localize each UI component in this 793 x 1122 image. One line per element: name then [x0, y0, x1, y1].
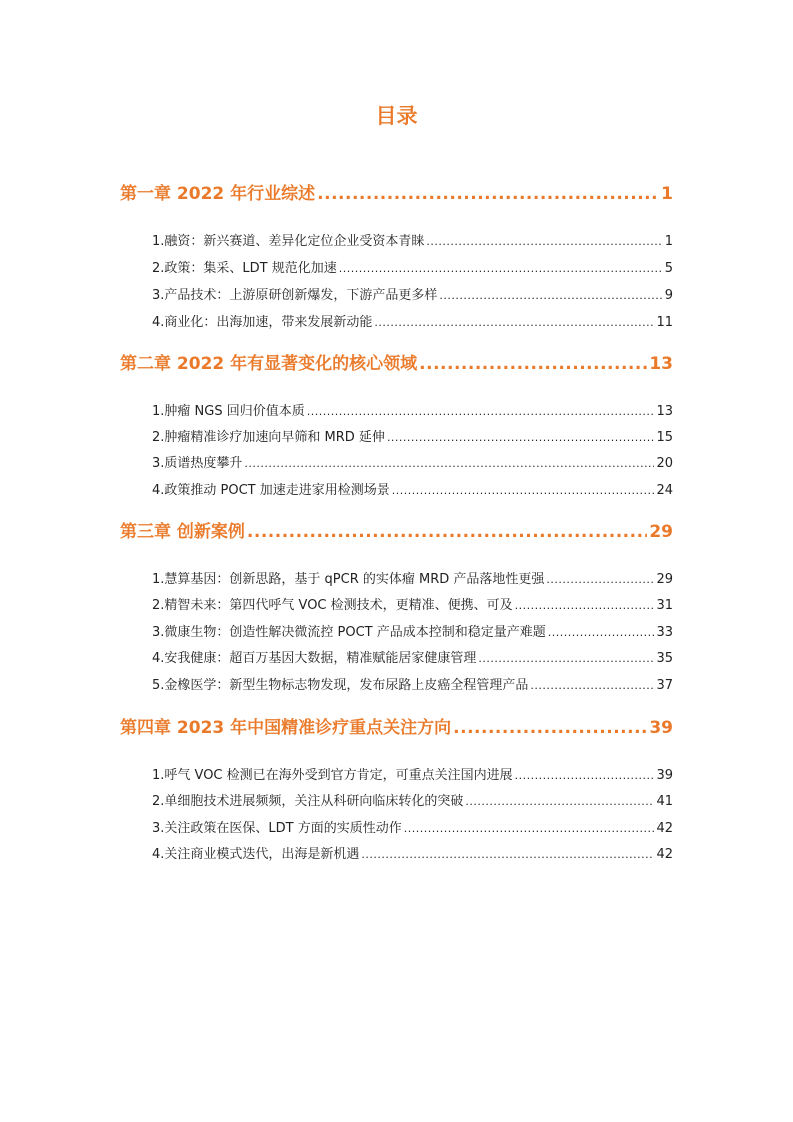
toc-section-1-2[interactable]	[152, 260, 673, 278]
section-label: 4.安我健康：超百万基因大数据，精准赋能居家健康管理	[152, 651, 477, 666]
dot-leader	[439, 287, 662, 305]
toc-chapter-3[interactable]	[120, 520, 673, 544]
section-label: 2.肿瘤精准诊疗加速向早筛和 MRD 延伸	[152, 430, 385, 445]
section-label: 2.单细胞技术进展频频，关注从科研向临床转化的突破	[152, 794, 464, 809]
section-page-number: 24	[656, 483, 673, 498]
toc-section-4-1[interactable]	[152, 767, 673, 785]
toc-section-2-1[interactable]	[152, 403, 673, 421]
chapter-page-number: 13	[649, 354, 673, 374]
toc-chapter-1[interactable]	[120, 182, 673, 206]
dot-leader	[392, 482, 655, 500]
section-label: 3.产品技术：上游原研创新爆发，下游产品更多样	[152, 288, 438, 303]
dot-leader	[453, 716, 647, 740]
chapter-page-number: 29	[649, 522, 673, 542]
dot-leader	[530, 677, 654, 695]
toc-section-2-4[interactable]	[152, 482, 673, 500]
chapter-page-number: 1	[661, 184, 673, 204]
section-page-number: 11	[656, 315, 673, 330]
dot-leader	[548, 624, 655, 642]
toc-section-3-4[interactable]	[152, 650, 673, 668]
toc-section-1-1[interactable]	[152, 233, 673, 251]
dot-leader	[478, 650, 654, 668]
toc-section-3-3[interactable]	[152, 624, 673, 642]
section-page-number: 20	[656, 456, 673, 471]
section-page-number: 29	[656, 572, 673, 587]
toc-section-3-1[interactable]	[152, 571, 673, 589]
chapter-label: 第一章 2022 年行业综述	[120, 184, 316, 204]
section-page-number: 37	[656, 678, 673, 693]
section-label: 2.政策：集采、LDT 规范化加速	[152, 261, 337, 276]
section-label: 1.融资：新兴赛道、差异化定位企业受资本青睐	[152, 234, 425, 249]
toc-section-2-3[interactable]	[152, 455, 673, 473]
dot-leader	[247, 520, 647, 544]
toc-chapter-2[interactable]	[120, 352, 673, 376]
toc-section-4-2[interactable]	[152, 793, 673, 811]
dot-leader	[361, 846, 654, 864]
section-label: 4.商业化：出海加速，带来发展新动能	[152, 315, 373, 330]
section-page-number: 9	[664, 288, 673, 303]
toc-section-4-3[interactable]	[152, 820, 673, 838]
section-page-number: 42	[656, 847, 673, 862]
dot-leader	[404, 820, 655, 838]
toc-section-4-4[interactable]	[152, 846, 673, 864]
toc-chapter-4[interactable]	[120, 716, 673, 740]
section-page-number: 15	[656, 430, 673, 445]
section-page-number: 13	[656, 404, 673, 419]
dot-leader	[307, 403, 655, 421]
section-label: 4.关注商业模式迭代，出海是新机遇	[152, 847, 360, 862]
section-page-number: 41	[656, 794, 673, 809]
section-page-number: 39	[656, 768, 673, 783]
dot-leader	[419, 352, 647, 376]
section-label: 1.肿瘤 NGS 回归价值本质	[152, 404, 305, 419]
section-page-number: 31	[656, 598, 673, 613]
chapter-label: 第四章 2023 年中国精准诊疗重点关注方向	[120, 718, 452, 738]
section-label: 4.政策推动 POCT 加速走进家用检测场景	[152, 483, 390, 498]
section-page-number: 42	[656, 821, 673, 836]
section-page-number: 35	[656, 651, 673, 666]
section-label: 1.慧算基因：创新思路，基于 qPCR 的实体瘤 MRD 产品落地性更强	[152, 572, 545, 587]
toc-section-3-5[interactable]	[152, 677, 673, 695]
dot-leader	[339, 260, 663, 278]
toc-section-2-2[interactable]	[152, 429, 673, 447]
dot-leader	[515, 597, 655, 615]
dot-leader	[244, 455, 654, 473]
section-page-number: 5	[664, 261, 673, 276]
toc-section-1-4[interactable]	[152, 314, 673, 332]
dot-leader	[546, 571, 654, 589]
section-page-number: 1	[664, 234, 673, 249]
chapter-label: 第二章 2022 年有显著变化的核心领域	[120, 354, 418, 374]
section-label: 3.质谱热度攀升	[152, 456, 243, 471]
dot-leader	[515, 767, 655, 785]
section-label: 2.精智未来：第四代呼气 VOC 检测技术，更精准、便携、可及	[152, 598, 513, 613]
dot-leader	[426, 233, 662, 251]
chapter-page-number: 39	[649, 718, 673, 738]
section-label: 3.关注政策在医保、LDT 方面的实质性动作	[152, 821, 402, 836]
toc-section-3-2[interactable]	[152, 597, 673, 615]
section-label: 1.呼气 VOC 检测已在海外受到官方肯定，可重点关注国内进展	[152, 768, 513, 783]
page-title: 目录	[375, 104, 418, 128]
dot-leader	[465, 793, 654, 811]
toc-section-1-3[interactable]	[152, 287, 673, 305]
section-page-number: 33	[656, 625, 673, 640]
section-label: 5.金橡医学：新型生物标志物发现，发布尿路上皮癌全程管理产品	[152, 678, 529, 693]
chapter-label: 第三章 创新案例	[120, 522, 245, 542]
section-label: 3.微康生物：创造性解决微流控 POCT 产品成本控制和稳定量产难题	[152, 625, 546, 640]
dot-leader	[374, 314, 654, 332]
dot-leader	[317, 182, 659, 206]
dot-leader	[387, 429, 655, 447]
